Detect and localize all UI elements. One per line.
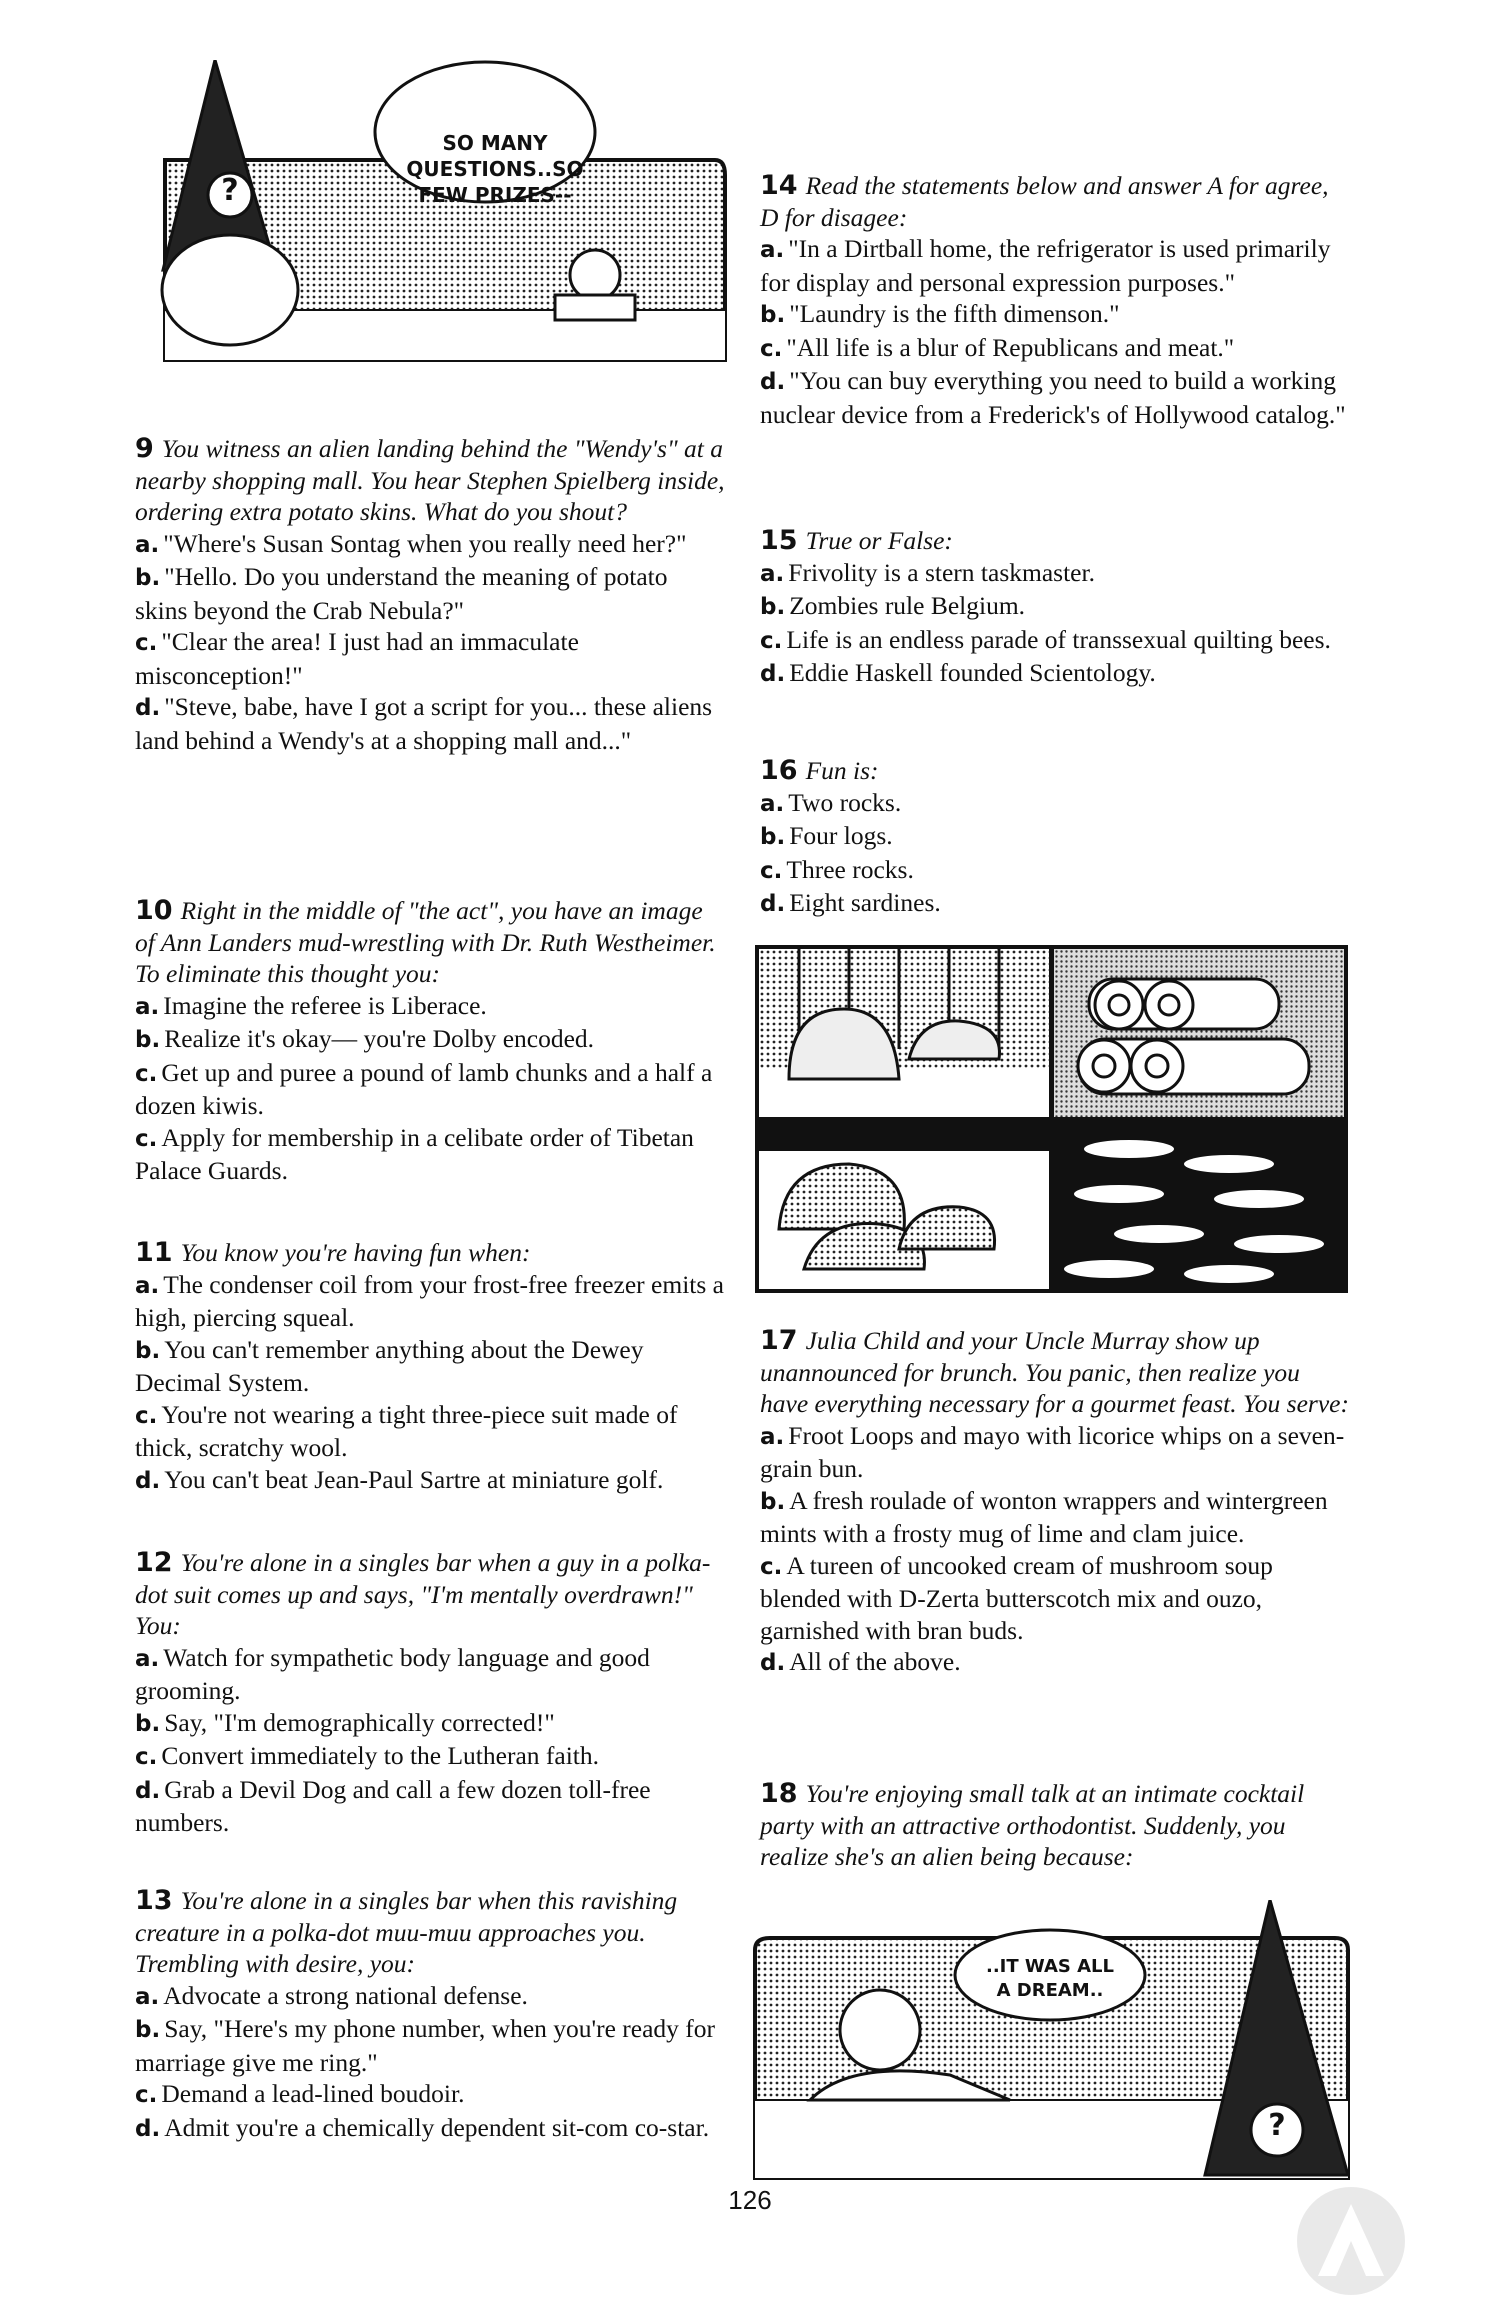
- answer: a. Imagine the referee is Liberace.: [135, 990, 487, 1020]
- question-15: [760, 525, 1350, 691]
- answer: b. "Hello. Do you understand the meaning of potato skins beyond the Crab Nebula?": [135, 562, 668, 625]
- speech-line: QUESTIONS..SO: [406, 157, 584, 181]
- question-number: 14: [760, 170, 798, 201]
- answer: d. "Steve, babe, have I got a script for you... these aliens land behind a Wendy's at a shopping mall and...": [135, 692, 713, 755]
- speech-line: A DREAM..: [996, 1980, 1104, 2001]
- answer: a. Frivolity is a stern taskmaster.: [760, 557, 1095, 587]
- answer: d. You can't beat Jean-Paul Sartre at miniature golf.: [135, 1464, 664, 1494]
- answer: b. Zombies rule Belgium.: [760, 591, 1026, 620]
- answer: a. Two rocks.: [760, 787, 902, 817]
- question-16: [760, 755, 1350, 921]
- answer: d. Grab a Devil Dog and call a few dozen toll-free numbers.: [135, 1774, 651, 1837]
- question-number: 15: [760, 525, 798, 556]
- question-13: [135, 1885, 725, 2145]
- answer: c. Get up and puree a pound of lamb chunks and a half a dozen kiwis.: [135, 1057, 713, 1120]
- answer: b. Say, "I'm demographically corrected!": [135, 1707, 555, 1737]
- hat-question-mark: ?: [1268, 2108, 1286, 2143]
- question-number: 10: [135, 895, 173, 926]
- top-comic-art: [155, 60, 740, 370]
- answer: a. Watch for sympathetic body language and good grooming.: [135, 1642, 650, 1705]
- question-number: 18: [760, 1778, 798, 1809]
- question-14: [760, 170, 1350, 430]
- answer: b. Say, "Here's my phone number, when you're ready for marriage give me ring.": [135, 2014, 716, 2077]
- answer: a. Froot Loops and mayo with licorice whips on a seven-grain bun.: [760, 1420, 1345, 1483]
- answer: b. Four logs.: [760, 821, 893, 850]
- question-17: [760, 1325, 1350, 1680]
- answer: b. Realize it's okay— you're Dolby encoded.: [135, 1024, 595, 1053]
- speech-bubble: [395, 130, 595, 208]
- answer: c. Three rocks.: [760, 854, 914, 884]
- fun-is-comic-art: [759, 949, 1344, 1289]
- speech-line: ..IT WAS ALL: [986, 1956, 1114, 1977]
- speech-line: SO MANY: [442, 131, 548, 155]
- answer: a. "Where's Susan Sontag when you really need her?": [135, 528, 687, 558]
- question-prompt: Julia Child and your Uncle Murray show up unannounced for brunch. You panic, then realize you have everything necessary for a gourmet feast. You serve:: [760, 1326, 1349, 1418]
- answer: d. "You can buy everything you need to build a working nuclear device from a Frederick's of Hollywood catalog.": [760, 366, 1346, 429]
- answer: d. Admit you're a chemically dependent sit-com co-star.: [135, 2112, 710, 2142]
- answer: c. A tureen of uncooked cream of mushroom soup blended with D-Zerta butterscotch mix and ouzo, garnished with bran buds.: [760, 1550, 1273, 1645]
- question-prompt: You witness an alien landing behind the "Wendy's" at a nearby shopping mall. You hear Stephen Spielberg inside, ordering extra potato skins. What do you shout?: [135, 434, 725, 526]
- question-number: 16: [760, 755, 798, 786]
- answer: c. "All life is a blur of Republicans and meat.": [760, 332, 1235, 362]
- answer: c. Life is an endless parade of transsexual quilting bees.: [760, 624, 1331, 654]
- answer: b. You can't remember anything about the Dewey Decimal System.: [135, 1334, 644, 1397]
- question-prompt: You're alone in a singles bar when a guy in a polka-dot suit comes up and says, "I'm mentally overdrawn!" You:: [135, 1548, 711, 1640]
- watermark-logo-icon: [1296, 2186, 1406, 2296]
- question-prompt: You're alone in a singles bar when this ravishing creature in a polka-dot muu-muu approaches you. Trembling with desire, you:: [135, 1886, 678, 1978]
- answer: c. "Clear the area! I just had an immaculate misconception!": [135, 627, 579, 690]
- question-prompt: You know you're having fun when:: [180, 1238, 531, 1267]
- question-prompt: Fun is:: [805, 756, 879, 785]
- answer: b. A fresh roulade of wonton wrappers and wintergreen mints with a frosty mug of lime and clam juice.: [760, 1485, 1328, 1548]
- question-number: 11: [135, 1237, 173, 1268]
- answer: c. You're not wearing a tight three-piece suit made of thick, scratchy wool.: [135, 1399, 678, 1462]
- answer: a. The condenser coil from your frost-free freezer emits a high, piercing squeal.: [135, 1269, 724, 1332]
- answer: d. All of the above.: [760, 1647, 961, 1676]
- question-number: 9: [135, 433, 154, 464]
- question-prompt: Right in the middle of "the act", you have an image of Ann Landers mud-wrestling with Dr. Ruth Westheimer. To eliminate this thought you:: [135, 896, 716, 988]
- speech-line: FEW PRIZES--: [418, 183, 572, 207]
- answer: d. Eight sardines.: [760, 888, 941, 917]
- page-number: 126: [728, 2185, 772, 2215]
- question-12: [135, 1547, 725, 1839]
- answer: c. Demand a lead-lined boudoir.: [135, 2079, 465, 2108]
- answer: d. Eddie Haskell founded Scientology.: [760, 658, 1156, 687]
- question-18: [760, 1778, 1350, 1873]
- speech-bubble: [965, 1955, 1135, 2003]
- question-10: [135, 895, 725, 1187]
- question-number: 17: [760, 1325, 798, 1356]
- question-prompt: You're enjoying small talk at an intimate cocktail party with an attractive orthodontist. Suddenly, you realize she's an alien being because:: [760, 1779, 1305, 1871]
- question-number: 12: [135, 1547, 173, 1578]
- top-comic: [155, 60, 740, 370]
- answer: a. Advocate a strong national defense.: [135, 1980, 528, 2010]
- answer: c. Convert immediately to the Lutheran faith.: [135, 1741, 599, 1770]
- question-11: [135, 1237, 725, 1497]
- answer: b. "Laundry is the fifth dimenson.": [760, 299, 1120, 328]
- bottom-comic: [750, 1900, 1355, 2182]
- fun-is-comic: [755, 945, 1348, 1293]
- question-number: 13: [135, 1885, 173, 1916]
- question-prompt: Read the statements below and answer A for agree, D for disagee:: [760, 171, 1329, 232]
- question-9: [135, 433, 725, 756]
- answer: c. Apply for membership in a celibate order of Tibetan Palace Guards.: [135, 1122, 694, 1185]
- answer: a. "In a Dirtball home, the refrigerator is used primarily for display and personal expression purposes.": [760, 234, 1331, 297]
- hat-question-mark: ?: [221, 173, 239, 208]
- question-prompt: True or False:: [805, 526, 953, 555]
